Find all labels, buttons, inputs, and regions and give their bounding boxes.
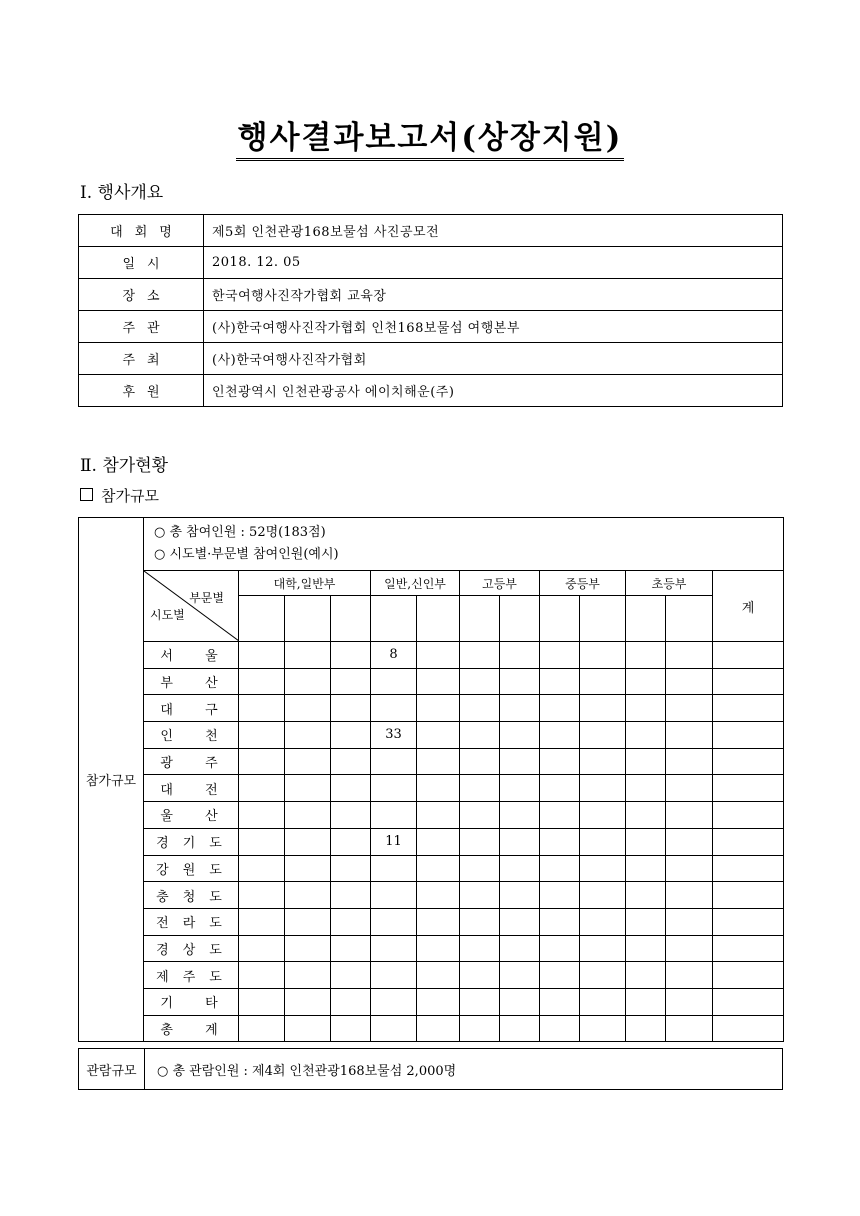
empty-cell: [239, 695, 285, 722]
region-name: 기 타: [144, 988, 239, 1015]
empty-cell: [666, 882, 713, 909]
empty-cell: [331, 988, 371, 1015]
category-axis-label: 부문별: [189, 591, 224, 605]
empty-cell: [417, 828, 460, 855]
empty-cell: [713, 802, 784, 829]
empty-cell: [460, 1015, 500, 1042]
empty-cell: [460, 668, 500, 695]
empty-cell: [331, 642, 371, 669]
region-name: 대 전: [144, 775, 239, 802]
empty-cell: [580, 1015, 626, 1042]
region-name: 부 산: [144, 668, 239, 695]
overview-value: (사)한국여행사진작가협회 인천168보물섬 여행본부: [204, 311, 783, 343]
empty-cell: [460, 828, 500, 855]
overview-key: 대회명: [79, 215, 204, 247]
region-name: 충청도: [144, 882, 239, 909]
overview-key: 후원: [79, 375, 204, 407]
empty-cell: [626, 695, 666, 722]
region-count: 33: [371, 722, 417, 749]
empty-cell: [580, 908, 626, 935]
region-name: 광 주: [144, 748, 239, 775]
empty-cell: [331, 908, 371, 935]
empty-cell: [626, 722, 666, 749]
empty-cell: [417, 775, 460, 802]
empty-cell: [417, 882, 460, 909]
overview-key: 주최: [79, 343, 204, 375]
empty-cell: [285, 962, 331, 989]
empty-cell: [500, 935, 540, 962]
empty-cell: [239, 962, 285, 989]
empty-cell: [666, 855, 713, 882]
region-row: [79, 935, 784, 962]
empty-cell: [713, 695, 784, 722]
empty-cell: [331, 962, 371, 989]
empty-cell: [285, 855, 331, 882]
empty-cell: [540, 962, 580, 989]
empty-cell: [417, 748, 460, 775]
section-participation-heading: Ⅱ. 참가현황: [80, 456, 169, 476]
empty-cell: [285, 908, 331, 935]
empty-cell: [417, 988, 460, 1015]
participation-subheading: 참가규모: [80, 485, 159, 506]
empty-cell: [460, 748, 500, 775]
section-overview-heading: Ⅰ. 행사개요: [80, 183, 164, 203]
empty-cell: [713, 935, 784, 962]
region-name: 서 울: [144, 642, 239, 669]
empty-cell: [417, 908, 460, 935]
empty-cell: [713, 908, 784, 935]
empty-cell: [417, 962, 460, 989]
overview-key: 일시: [79, 247, 204, 279]
empty-cell: [540, 908, 580, 935]
region-count: [371, 908, 417, 935]
empty-cell: [417, 1015, 460, 1042]
empty-cell: [500, 668, 540, 695]
empty-cell: [666, 748, 713, 775]
region-row: [79, 908, 784, 935]
region-count: 8: [371, 642, 417, 669]
region-row: [79, 1015, 784, 1042]
empty-cell: [239, 828, 285, 855]
region-name: 강원도: [144, 855, 239, 882]
empty-cell: [713, 962, 784, 989]
region-row: [79, 642, 784, 669]
empty-cell: [239, 908, 285, 935]
empty-cell: [285, 642, 331, 669]
empty-cell: [713, 882, 784, 909]
empty-cell: [626, 908, 666, 935]
empty-cell: [331, 695, 371, 722]
empty-cell: [417, 855, 460, 882]
empty-cell: [417, 642, 460, 669]
participation-side-label: 참가규모: [79, 518, 144, 1042]
region-count: [371, 882, 417, 909]
region-count: [371, 775, 417, 802]
empty-cell: [417, 668, 460, 695]
diagonal-header-cell: [144, 571, 239, 642]
category-header: 대학,일반부: [239, 571, 371, 596]
empty-cell: [239, 668, 285, 695]
empty-cell: [713, 748, 784, 775]
empty-cell: [239, 988, 285, 1015]
empty-cell: [666, 802, 713, 829]
empty-cell: [713, 855, 784, 882]
region-row: [79, 802, 784, 829]
empty-cell: [626, 855, 666, 882]
empty-cell: [666, 935, 713, 962]
region-row: [79, 855, 784, 882]
category-header: 중등부: [540, 571, 626, 596]
empty-cell: [580, 775, 626, 802]
overview-row: [79, 247, 783, 279]
empty-cell: [500, 908, 540, 935]
viewing-table: [78, 1048, 783, 1090]
empty-cell: [580, 802, 626, 829]
empty-cell: [239, 855, 285, 882]
overview-row: [79, 311, 783, 343]
empty-cell: [460, 722, 500, 749]
category-header: 일반,신인부: [371, 571, 460, 596]
category-header: 초등부: [626, 571, 713, 596]
empty-cell: [580, 988, 626, 1015]
region-row: [79, 775, 784, 802]
empty-cell: [285, 775, 331, 802]
empty-cell: [540, 1015, 580, 1042]
breakdown-caption: ○ 시도별·부문별 참여인원(예시): [154, 547, 339, 562]
viewing-side-label: 관람규모: [79, 1049, 145, 1090]
region-name: 경상도: [144, 935, 239, 962]
empty-cell: [331, 668, 371, 695]
overview-table: [78, 214, 783, 407]
region-axis-label: 시도별: [150, 608, 185, 622]
empty-cell: [540, 988, 580, 1015]
empty-cell: [331, 748, 371, 775]
empty-cell: [540, 882, 580, 909]
empty-cell: [285, 722, 331, 749]
empty-cell: [713, 828, 784, 855]
region-name: 울 산: [144, 802, 239, 829]
region-row: [79, 962, 784, 989]
empty-cell: [285, 668, 331, 695]
empty-cell: [331, 775, 371, 802]
empty-cell: [239, 642, 285, 669]
empty-cell: [239, 748, 285, 775]
region-count: [371, 935, 417, 962]
empty-cell: [460, 695, 500, 722]
empty-cell: [580, 935, 626, 962]
empty-cell: [540, 695, 580, 722]
overview-value: 2018. 12. 05: [204, 247, 783, 279]
overview-value: 제5회 인천관광168보물섬 사진공모전: [204, 215, 783, 247]
region-count: [371, 988, 417, 1015]
empty-cell: [500, 802, 540, 829]
empty-cell: [666, 1015, 713, 1042]
total-participants: ○ 총 참여인원 : 52명(183점): [154, 525, 326, 540]
empty-cell: [239, 802, 285, 829]
empty-cell: [713, 722, 784, 749]
empty-cell: [417, 695, 460, 722]
empty-cell: [713, 642, 784, 669]
empty-cell: [331, 855, 371, 882]
empty-cell: [285, 748, 331, 775]
region-name: 전라도: [144, 908, 239, 935]
overview-row: [79, 215, 783, 247]
empty-cell: [460, 962, 500, 989]
empty-cell: [580, 642, 626, 669]
empty-cell: [540, 775, 580, 802]
empty-cell: [666, 962, 713, 989]
empty-cell: [626, 668, 666, 695]
empty-cell: [500, 988, 540, 1015]
participation-table: [78, 517, 784, 1042]
empty-cell: [331, 802, 371, 829]
empty-cell: [626, 748, 666, 775]
empty-cell: [239, 722, 285, 749]
empty-cell: [285, 1015, 331, 1042]
empty-cell: [417, 935, 460, 962]
empty-cell: [713, 988, 784, 1015]
overview-value: (사)한국여행사진작가협회: [204, 343, 783, 375]
empty-cell: [626, 828, 666, 855]
empty-cell: [331, 722, 371, 749]
empty-cell: [540, 668, 580, 695]
region-count: [371, 748, 417, 775]
empty-cell: [540, 855, 580, 882]
region-count: [371, 855, 417, 882]
region-row: [79, 828, 784, 855]
region-row: [79, 748, 784, 775]
empty-cell: [331, 882, 371, 909]
region-name: 경기도: [144, 828, 239, 855]
empty-cell: [500, 962, 540, 989]
region-row: [79, 668, 784, 695]
empty-cell: [460, 775, 500, 802]
empty-cell: [239, 882, 285, 909]
empty-cell: [460, 882, 500, 909]
empty-cell: [285, 988, 331, 1015]
empty-cell: [626, 775, 666, 802]
empty-cell: [713, 668, 784, 695]
region-count: [371, 1015, 417, 1042]
region-count: 11: [371, 828, 417, 855]
empty-cell: [500, 882, 540, 909]
total-header: 계: [713, 571, 784, 642]
empty-cell: [239, 1015, 285, 1042]
empty-cell: [500, 855, 540, 882]
empty-cell: [713, 1015, 784, 1042]
region-row: [79, 722, 784, 749]
region-name: 인 천: [144, 722, 239, 749]
empty-cell: [331, 1015, 371, 1042]
empty-cell: [626, 642, 666, 669]
empty-cell: [540, 642, 580, 669]
empty-cell: [285, 828, 331, 855]
empty-cell: [460, 642, 500, 669]
empty-cell: [500, 642, 540, 669]
region-row: [79, 882, 784, 909]
empty-cell: [580, 748, 626, 775]
category-header: 고등부: [460, 571, 540, 596]
empty-cell: [460, 988, 500, 1015]
empty-cell: [666, 642, 713, 669]
empty-cell: [666, 828, 713, 855]
empty-cell: [460, 935, 500, 962]
empty-cell: [239, 935, 285, 962]
checkbox-square-icon: [80, 488, 93, 501]
empty-cell: [540, 748, 580, 775]
empty-cell: [626, 1015, 666, 1042]
region-row: [79, 988, 784, 1015]
empty-cell: [417, 722, 460, 749]
region-name: 대 구: [144, 695, 239, 722]
empty-cell: [713, 775, 784, 802]
empty-cell: [666, 988, 713, 1015]
empty-cell: [580, 668, 626, 695]
empty-cell: [666, 722, 713, 749]
empty-cell: [666, 668, 713, 695]
region-name: 총 계: [144, 1015, 239, 1042]
empty-cell: [580, 695, 626, 722]
viewing-total: ○ 총 관람인원 : 제4회 인천관광168보물섬 2,000명: [145, 1049, 783, 1090]
empty-cell: [666, 695, 713, 722]
overview-row: [79, 375, 783, 407]
region-count: [371, 668, 417, 695]
empty-cell: [540, 802, 580, 829]
empty-cell: [540, 722, 580, 749]
region-count: [371, 695, 417, 722]
empty-cell: [540, 828, 580, 855]
overview-key: 장소: [79, 279, 204, 311]
empty-cell: [460, 908, 500, 935]
empty-cell: [580, 882, 626, 909]
empty-cell: [666, 908, 713, 935]
empty-cell: [500, 695, 540, 722]
document-title: 행사결과보고서(상장지원): [0, 112, 860, 157]
empty-cell: [500, 722, 540, 749]
overview-value: 인천광역시 인천관광공사 에이치해운(주): [204, 375, 783, 407]
empty-cell: [331, 828, 371, 855]
overview-row: [79, 343, 783, 375]
overview-value: 한국여행사진작가협회 교육장: [204, 279, 783, 311]
empty-cell: [331, 935, 371, 962]
empty-cell: [626, 935, 666, 962]
empty-cell: [500, 1015, 540, 1042]
empty-cell: [666, 775, 713, 802]
empty-cell: [540, 935, 580, 962]
overview-row: [79, 279, 783, 311]
participation-summary: [144, 518, 784, 571]
region-row: [79, 695, 784, 722]
empty-cell: [285, 935, 331, 962]
overview-key: 주관: [79, 311, 204, 343]
region-count: [371, 802, 417, 829]
region-name: 제주도: [144, 962, 239, 989]
empty-cell: [285, 882, 331, 909]
empty-cell: [239, 775, 285, 802]
empty-cell: [285, 802, 331, 829]
region-count: [371, 962, 417, 989]
empty-cell: [500, 748, 540, 775]
empty-cell: [626, 882, 666, 909]
empty-cell: [626, 962, 666, 989]
empty-cell: [500, 828, 540, 855]
empty-cell: [580, 722, 626, 749]
empty-cell: [417, 802, 460, 829]
empty-cell: [460, 855, 500, 882]
empty-cell: [580, 828, 626, 855]
empty-cell: [580, 962, 626, 989]
empty-cell: [580, 855, 626, 882]
empty-cell: [285, 695, 331, 722]
empty-cell: [626, 802, 666, 829]
empty-cell: [626, 988, 666, 1015]
empty-cell: [500, 775, 540, 802]
empty-cell: [460, 802, 500, 829]
